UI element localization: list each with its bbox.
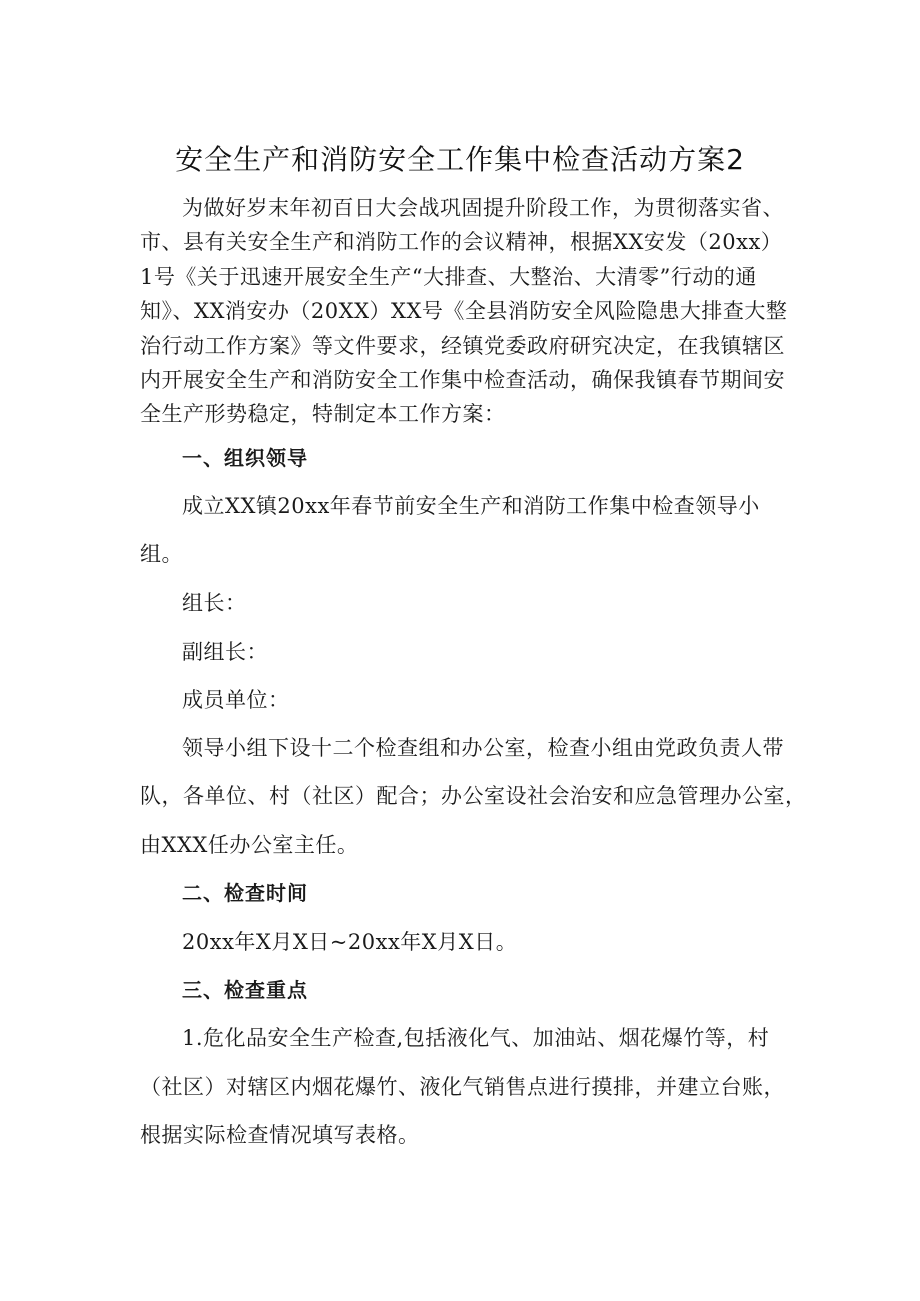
section2-text: 20xx年X月X日~20xx年X月X日。	[182, 930, 518, 954]
leader-label: 组长：	[182, 591, 247, 615]
section3-item1-line3: 根据实际检查情况填写表格。	[140, 1123, 420, 1147]
section1-para2-line1: 领导小组下设十二个检查组和办公室，检查小组由党政负责人带	[182, 736, 784, 760]
members-label: 成员单位：	[182, 688, 290, 712]
intro-line-7: 全生产形势稳定，特制定本工作方案：	[140, 402, 506, 426]
document-title: 安全生产和消防安全工作集中检查活动方案2	[175, 143, 745, 176]
intro-line-3: 1号《关于迅速开展安全生产“大排查、大整治、大清零”行动的通	[140, 265, 757, 289]
section1-para1-line2: 组。	[140, 542, 183, 566]
deputy-label: 副组长：	[182, 640, 268, 664]
intro-line-1: 为做好岁末年初百日大会战巩固提升阶段工作，为贯彻落实省、	[182, 196, 784, 220]
section1-heading: 一、组织领导	[182, 446, 308, 470]
section1-para2-line3: 由XXX任办公室主任。	[140, 833, 359, 857]
section1-para2-line2: 队，各单位、村（社区）配合；办公室设社会治安和应急管理办公室，	[140, 784, 807, 808]
intro-line-6: 内开展安全生产和消防安全工作集中检查活动，确保我镇春节期间安	[140, 368, 785, 392]
intro-line-2: 市、县有关安全生产和消防工作的会议精神，根据XX安发（20xx）	[140, 230, 783, 254]
section3-item1-line1: 1.危化品安全生产检查,包括液化气、加油站、烟花爆竹等，村	[182, 1026, 770, 1050]
section3-heading: 三、检查重点	[182, 978, 308, 1002]
intro-line-4: 知》、XX消安办（20XX）XX号《全县消防安全风险隐患大排查大整	[140, 299, 788, 323]
intro-line-5: 治行动工作方案》等文件要求，经镇党委政府研究决定，在我镇辖区	[140, 334, 785, 358]
section1-para1-line1: 成立XX镇20xx年春节前安全生产和消防工作集中检查领导小	[182, 494, 760, 518]
section3-item1-line2: （社区）对辖区内烟花爆竹、液化气销售点进行摸排，并建立台账，	[140, 1075, 785, 1099]
section2-heading: 二、检查时间	[182, 881, 308, 905]
